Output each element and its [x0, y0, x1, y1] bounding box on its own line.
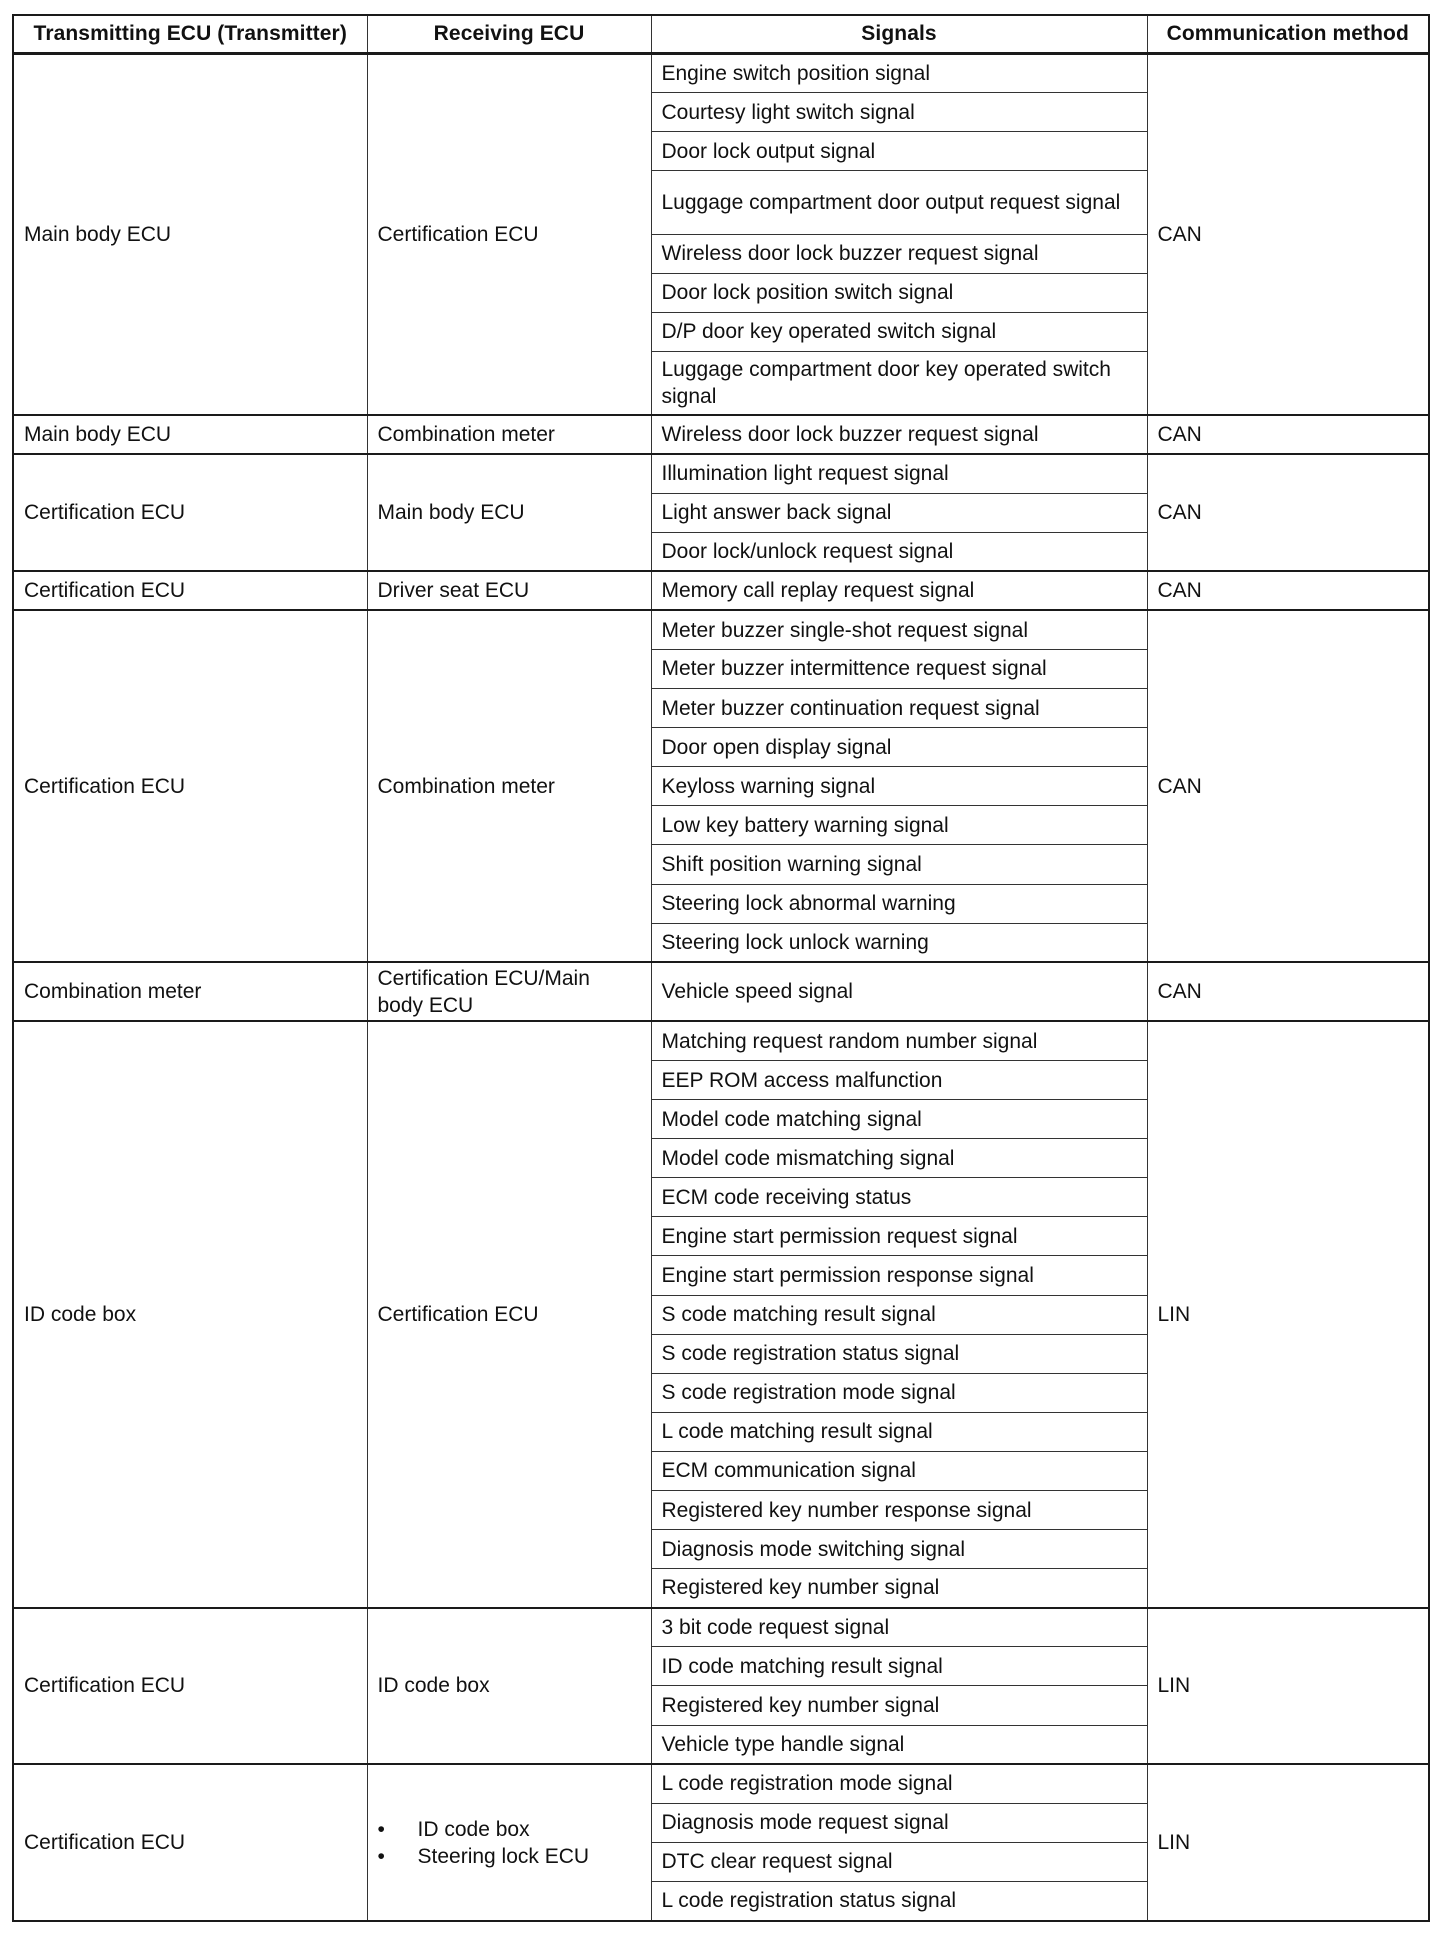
transmitter-cell: Main body ECU — [13, 54, 367, 415]
table-body — [13, 54, 1429, 1922]
signal-cell: Illumination light request signal — [651, 454, 1147, 493]
signal-cell: L code registration status signal — [651, 1881, 1147, 1921]
receiver-cell: Driver seat ECU — [367, 571, 651, 610]
transmitter-cell: Combination meter — [13, 962, 367, 1021]
table-header — [13, 15, 1429, 54]
signal-cell: Model code matching signal — [651, 1100, 1147, 1139]
transmitter-cell: Certification ECU — [13, 1608, 367, 1764]
method-cell: LIN — [1147, 1764, 1429, 1921]
receiver-cell: Combination meter — [367, 415, 651, 454]
signal-cell: Engine start permission request signal — [651, 1217, 1147, 1256]
signal-cell: Engine switch position signal — [651, 54, 1147, 93]
signal-cell: Wireless door lock buzzer request signal — [651, 415, 1147, 454]
header-row — [13, 15, 1429, 54]
method-cell: LIN — [1147, 1021, 1429, 1607]
method-cell: LIN — [1147, 1608, 1429, 1764]
transmitter-cell: Main body ECU — [13, 415, 367, 454]
header-signals: Signals — [651, 15, 1147, 54]
signal-cell: Diagnosis mode request signal — [651, 1803, 1147, 1842]
table-row — [13, 610, 1429, 649]
signal-cell: S code matching result signal — [651, 1295, 1147, 1334]
table-row — [13, 1608, 1429, 1647]
signal-cell: 3 bit code request signal — [651, 1608, 1147, 1647]
signal-cell: Matching request random number signal — [651, 1021, 1147, 1060]
table-row — [13, 454, 1429, 493]
method-cell: CAN — [1147, 454, 1429, 571]
signal-cell: EEP ROM access malfunction — [651, 1060, 1147, 1099]
receiver-cell: Combination meter — [367, 610, 651, 962]
header-method: Communication method — [1147, 15, 1429, 54]
method-cell: CAN — [1147, 962, 1429, 1021]
signal-cell: Shift position warning signal — [651, 845, 1147, 884]
table-row — [13, 415, 1429, 454]
transmitter-cell: Certification ECU — [13, 571, 367, 610]
signal-cell: Luggage compartment door output request signal — [651, 171, 1147, 234]
communication-table — [12, 14, 1430, 1922]
receiver-list-item: • Steering lock ECU — [378, 1843, 641, 1870]
table-row — [13, 571, 1429, 610]
receiver-cell: Certification ECU — [367, 1021, 651, 1607]
receiver-cell: ID code box — [367, 1608, 651, 1764]
method-cell: CAN — [1147, 571, 1429, 610]
signal-cell: Keyloss warning signal — [651, 767, 1147, 806]
receiver-cell — [367, 1764, 651, 1921]
signal-cell: Meter buzzer continuation request signal — [651, 689, 1147, 728]
signal-cell: Model code mismatching signal — [651, 1139, 1147, 1178]
transmitter-cell: ID code box — [13, 1021, 367, 1607]
table-row — [13, 54, 1429, 93]
signal-cell: Vehicle speed signal — [651, 962, 1147, 1021]
signal-cell: ECM code receiving status — [651, 1178, 1147, 1217]
signal-cell: Registered key number signal — [651, 1686, 1147, 1725]
signal-cell: Light answer back signal — [651, 493, 1147, 532]
method-cell: CAN — [1147, 415, 1429, 454]
signal-cell: Meter buzzer single-shot request signal — [651, 610, 1147, 649]
receiver-list — [378, 1816, 641, 1870]
signal-cell: Steering lock unlock warning — [651, 923, 1147, 962]
signal-cell: Diagnosis mode switching signal — [651, 1530, 1147, 1569]
signal-cell: Wireless door lock buzzer request signal — [651, 234, 1147, 273]
signal-cell: Courtesy light switch signal — [651, 93, 1147, 132]
signal-cell: S code registration status signal — [651, 1334, 1147, 1373]
receiver-cell: Certification ECU/Main body ECU — [367, 962, 651, 1021]
signal-cell: Luggage compartment door key operated switch signal — [651, 351, 1147, 414]
signal-cell: Vehicle type handle signal — [651, 1725, 1147, 1764]
table-row — [13, 1021, 1429, 1060]
header-receiver: Receiving ECU — [367, 15, 651, 54]
transmitter-cell: Certification ECU — [13, 454, 367, 571]
transmitter-cell: Certification ECU — [13, 1764, 367, 1921]
signal-cell: Door lock output signal — [651, 132, 1147, 171]
method-cell: CAN — [1147, 54, 1429, 415]
signal-cell: D/P door key operated switch signal — [651, 312, 1147, 351]
signal-cell: Door lock position switch signal — [651, 273, 1147, 312]
method-cell: CAN — [1147, 610, 1429, 962]
table-row — [13, 962, 1429, 1021]
signal-cell: S code registration mode signal — [651, 1373, 1147, 1412]
transmitter-cell: Certification ECU — [13, 610, 367, 962]
signal-cell: ID code matching result signal — [651, 1647, 1147, 1686]
signal-cell: Low key battery warning signal — [651, 806, 1147, 845]
signal-cell: Meter buzzer intermittence request signal — [651, 649, 1147, 688]
signal-cell: L code registration mode signal — [651, 1764, 1147, 1803]
signal-cell: Steering lock abnormal warning — [651, 884, 1147, 923]
signal-cell: ECM communication signal — [651, 1451, 1147, 1490]
receiver-cell: Certification ECU — [367, 54, 651, 415]
signal-cell: Registered key number signal — [651, 1569, 1147, 1608]
signal-cell: Registered key number response signal — [651, 1490, 1147, 1529]
signal-cell: Engine start permission response signal — [651, 1256, 1147, 1295]
header-transmitter: Transmitting ECU (Transmitter) — [13, 15, 367, 54]
signal-cell: DTC clear request signal — [651, 1842, 1147, 1881]
table-row — [13, 1764, 1429, 1803]
signal-cell: Door open display signal — [651, 728, 1147, 767]
signal-cell: Memory call replay request signal — [651, 571, 1147, 610]
signal-cell: L code matching result signal — [651, 1412, 1147, 1451]
receiver-list-item: • ID code box — [378, 1816, 641, 1843]
receiver-cell: Main body ECU — [367, 454, 651, 571]
signal-cell: Door lock/unlock request signal — [651, 532, 1147, 571]
